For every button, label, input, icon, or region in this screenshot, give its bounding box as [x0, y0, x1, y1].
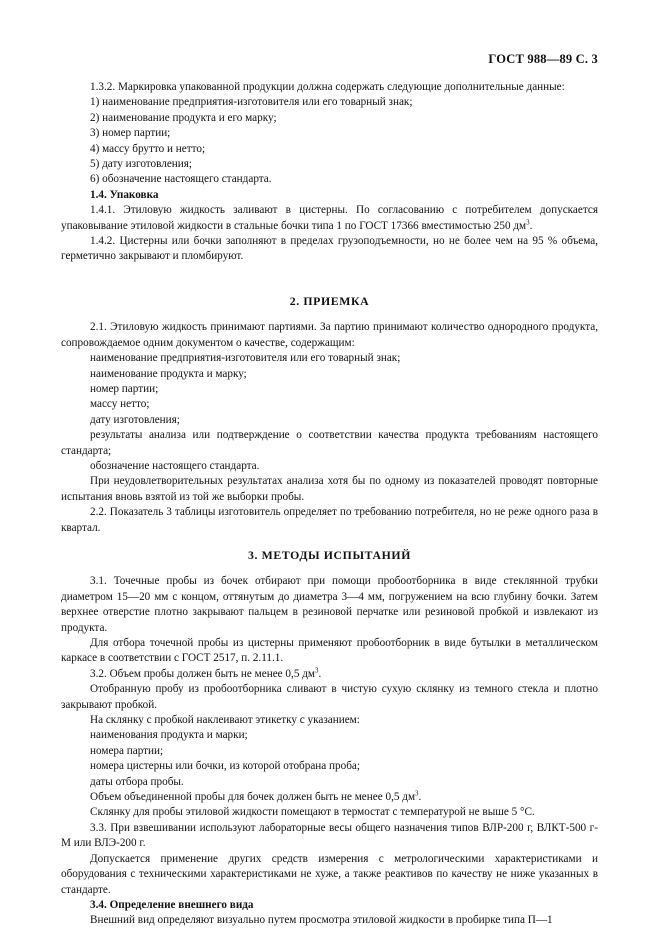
list-item: дату изготовления; [90, 413, 180, 426]
superscript: 3 [526, 217, 530, 226]
subsection-title-packaging: 1.4. Упаковка [90, 188, 159, 201]
section-title-acceptance: 2. ПРИЕМКА [289, 293, 370, 308]
list-item: наименование предприятия-изготовителя или его товарный знак; [90, 352, 401, 365]
list-item: номер партии; [90, 382, 159, 395]
list-item: наименования продукта и марки; [90, 729, 248, 742]
paragraph-sample-transfer: Отобранную пробу из пробоотборника сливают в чистую сухую склянку из темного стекла и плотно закрывают пробкой. [61, 683, 598, 711]
list-item: наименование продукта и марку; [90, 367, 247, 380]
paragraph-end: . [529, 219, 533, 232]
paragraph-text: 3.2. Объем пробы должен быть не менее 0,5 дм [90, 667, 315, 680]
paragraph-3-4-appearance: Внешний вид определяют визуально путем просмотра этиловой жидкости в пробирке типа П—1 [90, 914, 553, 927]
list-item: номера цистерны или бочки, из которой отобрана проба; [90, 760, 360, 773]
paragraph-end: . [318, 667, 322, 680]
subsection-title-appearance: 3.4. Определение внешнего вида [90, 898, 254, 911]
paragraph-end: . [418, 791, 422, 804]
paragraph-thermostat: Склянку для пробы этиловой жидкости помещают в термостат с температурой не выше 5 °С. [90, 806, 535, 819]
document-body [61, 80, 598, 929]
paragraph-text: 1.4.1. Этиловую жидкость заливают в цистерны. По согласованию с потребителем допускается упаковывание этиловой жидкости в стальные бочки типа 1 по ГОСТ 17366 вместимостью 250 дм [61, 204, 598, 232]
paragraph-repeat-tests: При неудовлетворительных результатах анализа хотя бы по одному из показателей проводят повторные испытания вновь взятой из той же выборки пробы. [61, 475, 598, 503]
page-header: ГОСТ 988—89 С. 3 [488, 52, 598, 66]
paragraph-text: Объем объединенной пробы для бочек должен быть не менее 0,5 дм [90, 791, 416, 804]
list-item: номера партии; [90, 744, 164, 757]
superscript: 3 [415, 789, 419, 798]
paragraph-3-3: 3.3. При взвешивании используют лабораторные весы общего назначения типов ВЛР-200 г, ВЛКТ-500 г-М или ВЛЭ-200 г. [61, 821, 598, 850]
list-item: массу нетто; [90, 398, 150, 411]
paragraph-1-4-2: 1.4.2. Цистерны или бочки заполняют в пределах грузоподъемности, но не более чем на 95 % объема, герметично закрывают и пломбируют. [61, 235, 598, 263]
paragraph-3-2 [61, 667, 598, 682]
list-item: 1) наименование предприятия-изготовителя или его товарный знак; [90, 96, 413, 109]
list-item: 2) наименование продукта и его марку; [90, 111, 277, 124]
list-item: 6) обозначение настоящего стандарта. [90, 173, 272, 186]
paragraph-combined-volume [61, 790, 598, 805]
section-title-test-methods: 3. МЕТОДЫ ИСПЫТАНИЙ [248, 547, 411, 562]
list-item: обозначение настоящего стандарта. [90, 459, 260, 472]
paragraph-1-3-2: 1.3.2. Маркировка упакованной продукции должна содержать следующие дополнительные данные: [90, 81, 565, 93]
paragraph-2-1: 2.1. Этиловую жидкость принимают партиями. За партию принимают количество однородного продукта, сопровождаемое одним документом о качестве, содержащим: [61, 321, 598, 349]
paragraph-3-1: 3.1. Точечные пробы из бочек отбирают при помощи пробоотборника в виде стеклянной трубки диаметром 15—20 мм с концом, оттянутым до диаметра 3—4 мм, погружением на всю глубину бочки. Затем верхнее отверстие плотно закрывают пальцем в резиновой перчатке или резиновой пробкой и извлекают из продукта. [61, 575, 598, 634]
list-item: даты отбора пробы. [90, 775, 184, 788]
paragraph-2-2: 2.2. Показатель 3 таблицы изготовитель определяет по требованию потребителя, но не реже одного раза в квартал. [61, 506, 598, 534]
paragraph-other-equipment: Допускается применение других средств измерения с метрологическими характеристиками и оборудования с техническими характеристиками не хуже, а также реактивов по качеству не ниже указанных в стандарте. [61, 852, 598, 896]
list-item: 3) номер партии; [90, 127, 171, 140]
paragraph-tank-sampling: Для отбора точечной пробы из цистерны применяют пробоотборник в виде бутылки в металлическом каркасе в соответствии с ГОСТ 2517, п. 2.11.1. [61, 637, 598, 665]
superscript: 3 [315, 666, 319, 675]
list-item: результаты анализа или подтверждение о соответствии качества продукта требованиям настоящего стандарта; [61, 429, 598, 457]
list-item: 5) дату изготовления; [90, 158, 193, 171]
paragraph-label: На склянку с пробкой наклеивают этикетку с указанием: [90, 714, 360, 727]
list-item: 4) массу брутто и нетто; [90, 142, 206, 155]
paragraph-1-4-1 [61, 203, 598, 234]
